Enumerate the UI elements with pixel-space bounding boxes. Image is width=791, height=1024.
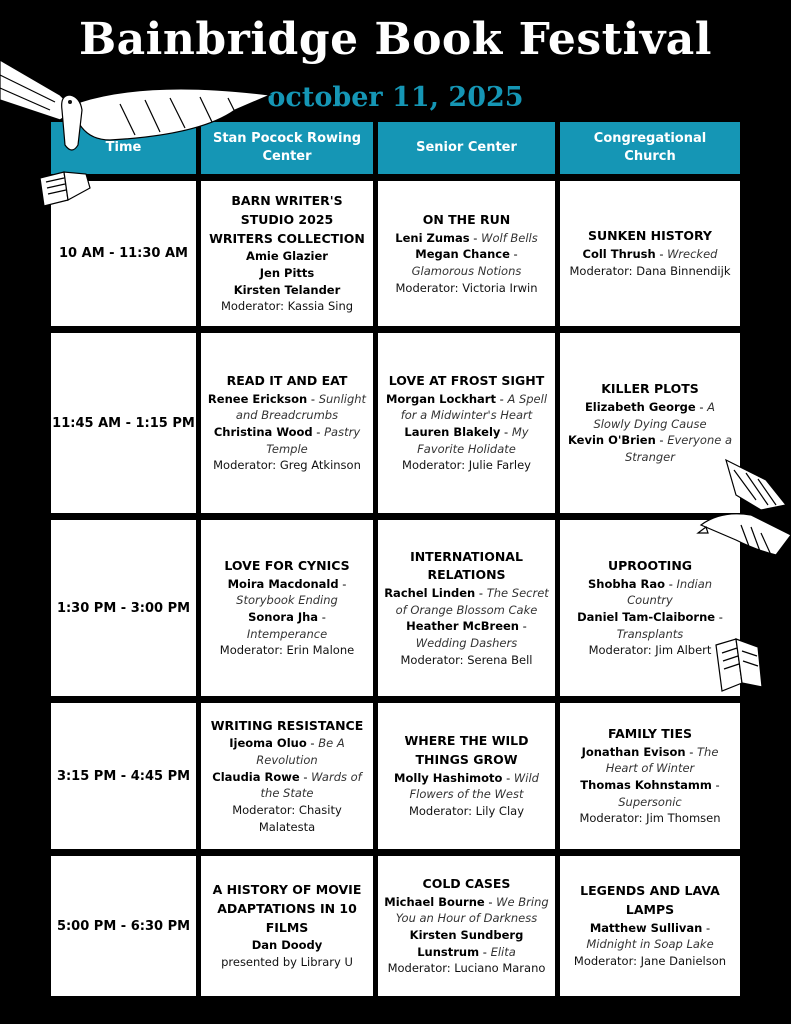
- separator: -: [469, 230, 482, 245]
- separator: -: [711, 778, 720, 793]
- author-name: Lauren Blakely: [404, 425, 501, 440]
- separator: -: [318, 610, 326, 625]
- author-name: Michael Bourne: [384, 894, 485, 909]
- session-cell: [378, 333, 555, 513]
- author-name: Kirsten Sundberg Lunstrum: [409, 928, 524, 959]
- separator: -: [479, 944, 491, 959]
- session-title: LEGENDS AND LAVA LAMPS: [580, 883, 720, 917]
- separator: -: [500, 425, 512, 440]
- session-title: LOVE FOR CYNICS: [224, 557, 350, 573]
- author-name: Elizabeth George: [584, 400, 696, 415]
- separator: -: [495, 391, 508, 406]
- session-title: COLD CASES: [422, 875, 511, 891]
- book-title: We Bring You an Hour of Darkness: [395, 894, 549, 926]
- session-title: FAMILY TIES: [607, 725, 692, 741]
- author-name: Renee Erickson: [207, 391, 308, 406]
- book-title: Wrecked: [667, 247, 718, 262]
- schedule-grid: [51, 122, 740, 988]
- session-title: WRITING RESISTANCE: [210, 717, 364, 733]
- author-name: Molly Hashimoto: [394, 770, 503, 785]
- book-title: My Favorite Holidate: [417, 425, 529, 456]
- author-name: Morgan Lockhart: [385, 391, 496, 406]
- book-icon: [38, 170, 94, 210]
- book-title: Wards of the State: [260, 769, 362, 801]
- moderator: Moderator: Jane Danielson: [573, 954, 727, 969]
- separator: -: [715, 610, 723, 625]
- presenter-line: [252, 937, 323, 954]
- session-title: READ IT AND EAT: [226, 372, 348, 388]
- separator: -: [509, 247, 518, 262]
- author-name: Claudia Rowe: [212, 769, 300, 784]
- presenter-line: [207, 576, 367, 609]
- session-cell: [201, 703, 373, 849]
- session-title: ON THE RUN: [422, 211, 511, 227]
- book-title: Elita: [490, 944, 516, 959]
- moderator: Moderator: Greg Atkinson: [213, 458, 361, 473]
- presenter-line: [566, 920, 734, 953]
- separator: -: [695, 400, 708, 415]
- book-title: Intemperance: [246, 626, 328, 641]
- presenter-line: [384, 391, 549, 424]
- session-cell: [560, 703, 740, 849]
- session-cell: [201, 856, 373, 996]
- session-cell: [378, 703, 555, 849]
- book-title: Supersonic: [618, 794, 682, 809]
- presenter-line: [384, 585, 549, 618]
- moderator: Moderator: Erin Malone: [219, 643, 355, 658]
- column-header-rowing-center: Stan Pocock Rowing Center: [201, 122, 373, 174]
- presenter-line: [207, 391, 367, 424]
- separator: -: [502, 770, 514, 785]
- separator: -: [484, 894, 497, 909]
- session-cell: [378, 181, 555, 326]
- book-title: The Secret of Orange Blossom Cake: [395, 586, 549, 617]
- book-title: Wolf Bells: [481, 230, 538, 245]
- separator: -: [299, 769, 312, 784]
- author-name: Christina Wood: [213, 425, 313, 440]
- session-title: KILLER PLOTS: [601, 381, 699, 397]
- book-title: Midnight in Soap Lake: [586, 937, 714, 952]
- moderator: Moderator: Jim Albert: [588, 643, 712, 658]
- presenter-line: [384, 927, 549, 960]
- author-name: Daniel Tam-Claiborne: [577, 610, 716, 625]
- book-title: Glamorous Notions: [411, 263, 522, 278]
- book-title: Transplants: [616, 626, 684, 641]
- presenter-line: [566, 609, 734, 642]
- moderator: Moderator: Dana Binnendijk: [569, 263, 731, 278]
- moderator: presented by Library U: [221, 955, 353, 970]
- book-title: The Heart of Winter: [605, 744, 719, 776]
- book-icon: [712, 635, 764, 695]
- separator: -: [475, 586, 487, 601]
- hawk-icon: [696, 455, 791, 585]
- book-title: Pastry Temple: [266, 425, 361, 456]
- book-title: A Spell for a Midwinter's Heart: [400, 391, 548, 423]
- author-name: Moira Macdonald: [227, 576, 339, 591]
- moderator: Moderator: Lily Clay: [408, 804, 525, 819]
- separator: -: [312, 425, 325, 440]
- time-slot: 11:45 AM - 1:15 PM: [51, 333, 196, 513]
- column-header-time: Time: [51, 122, 196, 174]
- author-name: Kirsten Telander: [233, 282, 341, 297]
- session-cell: [201, 333, 373, 513]
- author-name: Jonathan Evison: [581, 744, 686, 759]
- time-slot: 1:30 PM - 3:00 PM: [51, 520, 196, 696]
- author-name: Sonora Jha: [248, 610, 319, 625]
- presenter-line: [384, 424, 549, 457]
- time-slot: 5:00 PM - 6:30 PM: [51, 856, 196, 996]
- book-title: A Slowly Dying Cause: [593, 400, 716, 431]
- moderator: Moderator: Victoria Irwin: [395, 280, 538, 295]
- session-title: A HISTORY OF MOVIE ADAPTATIONS IN 10 FILMS: [212, 882, 362, 935]
- book-title: Sunlight and Breadcrumbs: [235, 391, 367, 423]
- hawk-icon: [0, 40, 280, 170]
- session-cell: [201, 181, 373, 326]
- presenter-line: [384, 618, 549, 651]
- presenter-line: [384, 246, 549, 279]
- event-date: october 11, 2025: [267, 82, 524, 113]
- book-title: Storybook Ending: [236, 593, 338, 608]
- moderator: Moderator: Kassia Sing: [220, 299, 354, 314]
- book-title: Wild Flowers of the West: [409, 770, 539, 802]
- presenter-line: [384, 894, 549, 927]
- author-name: Amie Glazier: [246, 249, 328, 264]
- session-cell: [560, 856, 740, 996]
- separator: -: [702, 920, 711, 935]
- presenter-line: [566, 399, 734, 432]
- separator: -: [306, 736, 319, 751]
- presenter-line: [234, 282, 341, 299]
- author-name: Rachel Linden: [384, 586, 476, 601]
- presenter-line: [384, 770, 549, 803]
- presenter-line: [207, 735, 367, 768]
- presenter-line: [566, 777, 734, 810]
- author-name: Heather McBreen: [406, 619, 519, 634]
- separator: -: [338, 576, 347, 591]
- column-header-senior-center: Senior Center: [378, 122, 555, 174]
- book-title: Wedding Dashers: [415, 636, 518, 651]
- book-title: Be A Revolution: [256, 736, 345, 768]
- separator: -: [655, 247, 668, 262]
- separator: -: [685, 744, 698, 759]
- author-name: Matthew Sullivan: [589, 920, 703, 935]
- column-header-congregational-church: Congregational Church: [560, 122, 740, 174]
- moderator: Moderator: Chasity Malatesta: [232, 803, 342, 834]
- author-name: Dan Doody: [251, 938, 323, 953]
- session-cell: [560, 181, 740, 326]
- moderator: Moderator: Serena Bell: [400, 652, 533, 667]
- session-title: INTERNATIONAL RELATIONS: [410, 548, 523, 583]
- moderator: Moderator: Luciano Marano: [387, 961, 546, 976]
- presenter-line: [566, 744, 734, 777]
- page-title: Bainbridge Book Festival: [78, 14, 713, 65]
- separator: -: [519, 619, 527, 634]
- author-name: Kevin O'Brien: [567, 433, 656, 448]
- author-name: Shobha Rao: [587, 576, 666, 591]
- session-title: BARN WRITER'S STUDIO 2025 WRITERS COLLECTION: [209, 193, 365, 246]
- separator: -: [665, 576, 677, 591]
- author-name: Thomas Kohnstamm: [580, 778, 712, 793]
- session-title: LOVE AT FROST SIGHT: [388, 372, 545, 388]
- session-title: UPROOTING: [607, 557, 693, 573]
- session-title: SUNKEN HISTORY: [588, 228, 712, 244]
- session-cell: [201, 520, 373, 696]
- presenter-line: [260, 265, 314, 282]
- moderator: Moderator: Julie Farley: [402, 458, 531, 473]
- author-name: Coll Thrush: [582, 247, 656, 262]
- book-title: Indian Country: [627, 576, 713, 608]
- session-title: WHERE THE WILD THINGS GROW: [404, 733, 529, 767]
- separator: -: [307, 391, 319, 406]
- presenter-line: [583, 246, 718, 263]
- presenter-line: [207, 769, 367, 802]
- author-name: Jen Pitts: [259, 265, 315, 280]
- book-title: Everyone a Stranger: [625, 433, 733, 465]
- session-cell: [378, 520, 555, 696]
- author-name: Ijeoma Oluo: [229, 736, 307, 751]
- author-name: Leni Zumas: [395, 230, 470, 245]
- presenter-line: [207, 424, 367, 457]
- time-slot: 3:15 PM - 4:45 PM: [51, 703, 196, 849]
- presenter-line: [395, 230, 538, 247]
- moderator: Moderator: Jim Thomsen: [579, 811, 721, 826]
- time-slot: 10 AM - 11:30 AM: [51, 181, 196, 326]
- presenter-line: [246, 248, 328, 265]
- session-cell: [378, 856, 555, 996]
- presenter-line: [207, 609, 367, 642]
- author-name: Megan Chance: [415, 247, 510, 262]
- separator: -: [655, 433, 668, 448]
